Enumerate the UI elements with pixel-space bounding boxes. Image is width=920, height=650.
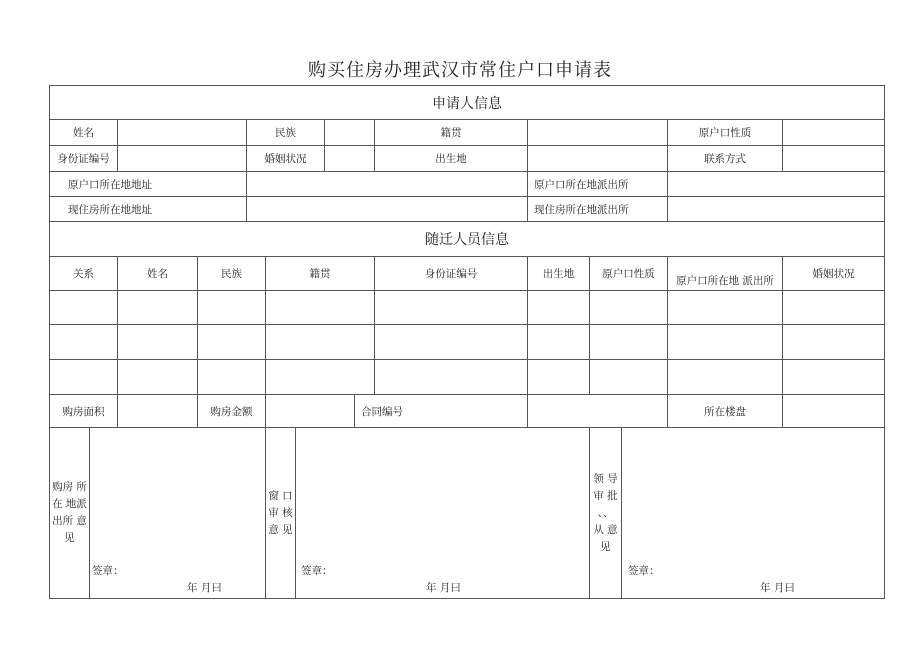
orig-police-label: 原户口所在地派出所 <box>528 172 668 197</box>
orig-police-field[interactable] <box>668 172 885 197</box>
migrants-header-birthplace: 出生地 <box>528 257 590 291</box>
birthplace-label: 出生地 <box>375 146 528 172</box>
migrants-header-relation: 关系 <box>50 257 118 291</box>
police-opinion-label: 购房 所在 地派出所 意 见 <box>50 428 90 599</box>
curr-police-label: 现住房所在地派出所 <box>528 197 668 222</box>
curr-address-label: 现住房所在地地址 <box>50 197 247 222</box>
police-opinion-box[interactable] <box>90 428 266 599</box>
leader-sign-label: 签章： <box>628 565 660 577</box>
hukou-type-field[interactable] <box>783 120 885 146</box>
migrants-header-hukou-type: 原户口性质 <box>590 257 668 291</box>
contract-number-label: 合同编号 <box>355 395 528 428</box>
purchase-area-field[interactable] <box>118 395 198 428</box>
migrants-header-id-number: 身份证编号 <box>375 257 528 291</box>
migrants-header-native-place: 籍贯 <box>266 257 375 291</box>
native-place-field[interactable] <box>528 120 668 146</box>
window-sign-label: 签章： <box>301 565 333 577</box>
purchase-area-label: 购房面积 <box>50 395 118 428</box>
contract-number-field[interactable] <box>528 395 668 428</box>
migrant-row <box>50 325 885 360</box>
leader-approval-box[interactable] <box>622 428 885 599</box>
id-number-label: 身份证编号 <box>50 146 118 172</box>
purchase-amount-field[interactable] <box>266 395 355 428</box>
name-field[interactable] <box>118 120 247 146</box>
name-label: 姓名 <box>50 120 118 146</box>
orig-address-label: 原户口所在地地址 <box>50 172 247 197</box>
estate-field[interactable] <box>783 395 885 428</box>
native-place-label: 籍贯 <box>375 120 528 146</box>
hukou-type-label: 原户口性质 <box>668 120 783 146</box>
migrants-header-orig-location: 原户口所在地 派出所 <box>668 257 783 291</box>
window-review-box[interactable] <box>296 428 590 599</box>
curr-address-field[interactable] <box>247 197 528 222</box>
migrants-header-name: 姓名 <box>118 257 198 291</box>
leader-approval-label: 领 导 审 批 、、 从 意 见 <box>590 428 622 599</box>
contact-field[interactable] <box>783 146 885 172</box>
migrant-row <box>50 360 885 395</box>
police-sign-label: 签章： <box>92 565 124 577</box>
contact-label: 联系方式 <box>668 146 783 172</box>
purchase-amount-label: 购房金额 <box>198 395 266 428</box>
migrants-header-ethnicity: 民族 <box>198 257 266 291</box>
leader-date-label: 年 月曰 <box>760 582 795 594</box>
orig-address-field[interactable] <box>247 172 528 197</box>
marital-status-label: 婚姻状况 <box>247 146 325 172</box>
window-date-label: 年 月曰 <box>426 582 461 594</box>
id-number-field[interactable] <box>118 146 247 172</box>
birthplace-field[interactable] <box>528 146 668 172</box>
window-review-label: 窗 口 审 核 意 见 <box>266 428 296 599</box>
application-form-table <box>49 85 885 599</box>
form-title: 购买住房办理武汉市常住户口申请表 <box>308 60 612 81</box>
migrant-row <box>50 291 885 325</box>
migrants-section-heading: 随迁人员信息 <box>50 222 885 257</box>
estate-label: 所在楼盘 <box>668 395 783 428</box>
migrants-header-marital-status: 婚姻状况 <box>783 257 885 291</box>
police-date-label: 年 月曰 <box>187 582 222 594</box>
ethnicity-label: 民族 <box>247 120 325 146</box>
curr-police-field[interactable] <box>668 197 885 222</box>
ethnicity-field[interactable] <box>325 120 375 146</box>
marital-status-field[interactable] <box>325 146 375 172</box>
applicant-section-heading: 申请人信息 <box>50 86 885 120</box>
